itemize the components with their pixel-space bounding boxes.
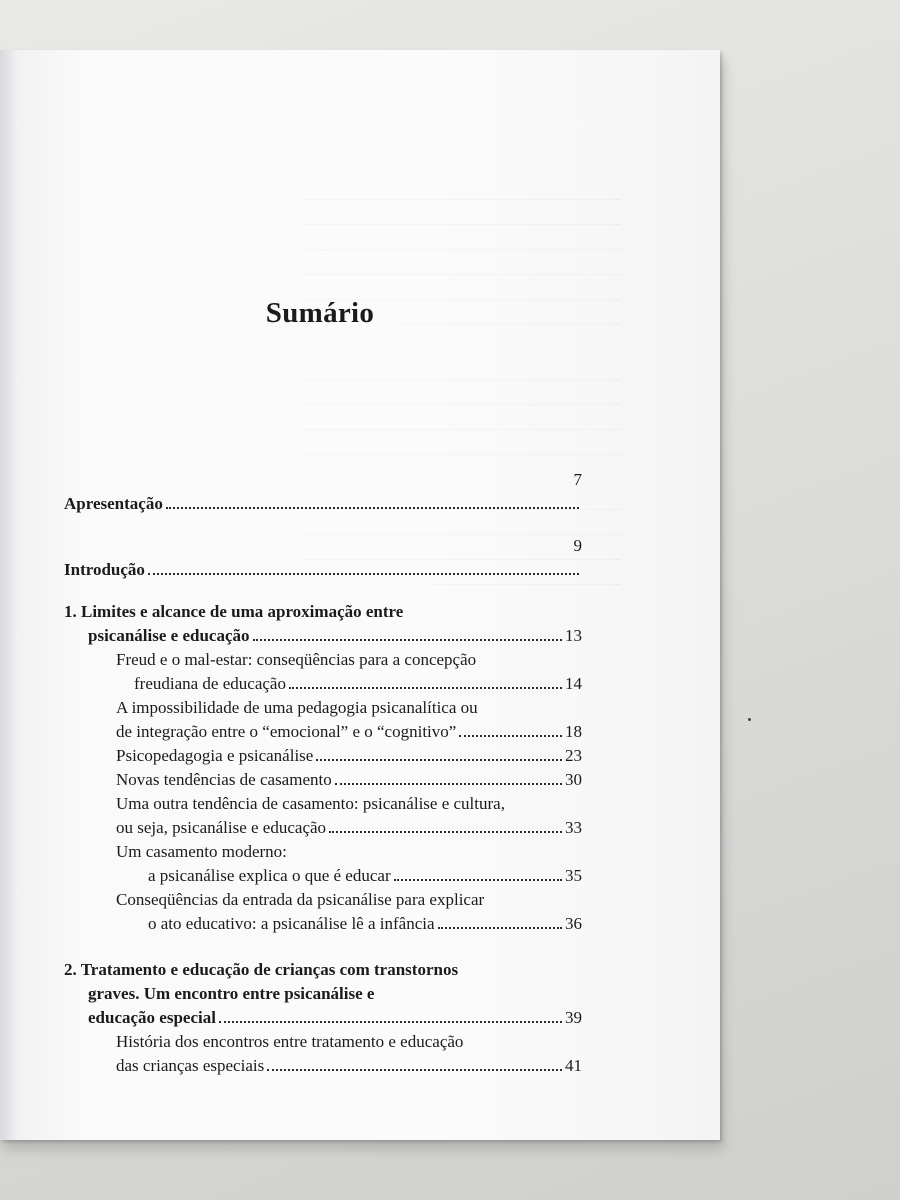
toc-page-number: 35 — [565, 866, 582, 885]
toc-entry-label: Introdução — [64, 560, 145, 579]
page-binding-edge — [0, 50, 18, 1140]
chapter-2-heading-line: 2. Tratamento e educação de crianças com transtornos — [64, 960, 459, 979]
toc-subentry — [64, 1054, 582, 1078]
toc-entry-label: a psicanálise explica o que é educar — [148, 866, 391, 885]
toc-subentry-line: Conseqüências da entrada da psicanálise para explicar — [116, 890, 485, 909]
toc-entry-introducao — [64, 558, 582, 582]
dot-leader — [438, 923, 562, 929]
chapter-2-heading — [64, 1006, 582, 1030]
dot-leader — [219, 1017, 562, 1023]
toc-page-number: 9 — [573, 536, 582, 555]
toc-entry-label: freudiana de educação — [134, 674, 286, 693]
toc-page-number: 7 — [573, 470, 582, 489]
table-of-contents — [64, 468, 582, 1078]
page-title: Sumário — [265, 297, 375, 330]
dot-leader — [316, 755, 562, 761]
dot-leader — [166, 503, 579, 509]
toc-entry-label: Apresentação — [64, 494, 163, 513]
toc-subentry-line: Uma outra tendência de casamento: psicanálise e cultura, — [116, 794, 505, 813]
table-speck — [748, 718, 751, 721]
toc-entry-label: das crianças especiais — [116, 1056, 265, 1075]
toc-subentry — [64, 744, 582, 768]
toc-subentry-line: Um casamento moderno: — [116, 842, 287, 861]
dot-leader — [148, 569, 579, 575]
toc-entry-label: de integração entre o “emocional” e o “cognitivo” — [116, 722, 457, 741]
toc-entry-label: o ato educativo: a psicanálise lê a infância — [148, 914, 435, 933]
toc-subentry-line: Freud e o mal-estar: conseqüências para a concepção — [116, 650, 477, 669]
dot-leader — [394, 875, 562, 881]
toc-page-number: 39 — [565, 1008, 582, 1027]
toc-page-number: 13 — [565, 626, 582, 645]
toc-subentry — [64, 720, 582, 744]
toc-subentry — [64, 912, 582, 936]
dot-leader — [335, 779, 562, 785]
chapter-1-heading-line: 1. Limites e alcance de uma aproximação entre — [64, 602, 404, 621]
dot-leader — [329, 827, 562, 833]
dot-leader — [253, 635, 563, 641]
toc-page-number: 41 — [565, 1056, 582, 1075]
toc-page-number: 36 — [565, 914, 582, 933]
toc-subentry — [64, 768, 582, 792]
toc-subentry — [64, 864, 582, 888]
toc-page-number: 33 — [565, 818, 582, 837]
toc-subentry-line: A impossibilidade de uma pedagogia psicanalítica ou — [116, 698, 478, 717]
toc-entry-page — [64, 534, 582, 558]
toc-entry-label: Novas tendências de casamento — [116, 770, 332, 789]
chapter-2-heading-line: graves. Um encontro entre psicanálise e — [88, 984, 375, 1003]
toc-entry-apresentacao — [64, 492, 582, 516]
toc-subentry-line: História dos encontros entre tratamento e educação — [116, 1032, 464, 1051]
toc-entry-page — [64, 468, 582, 492]
chapter-1-heading — [64, 624, 582, 648]
toc-page-number: 18 — [565, 722, 582, 741]
dot-leader — [267, 1065, 562, 1071]
toc-entry-label: educação especial — [88, 1008, 216, 1027]
toc-subentry — [64, 816, 582, 840]
toc-subentry — [64, 672, 582, 696]
toc-entry-label: psicanálise e educação — [88, 626, 250, 645]
toc-page-number: 14 — [565, 674, 582, 693]
toc-page-number: 23 — [565, 746, 582, 765]
toc-entry-label: Psicopedagogia e psicanálise — [116, 746, 314, 765]
toc-page-number: 30 — [565, 770, 582, 789]
toc-entry-label: ou seja, psicanálise e educação — [116, 818, 327, 837]
dot-leader — [459, 731, 562, 737]
dot-leader — [289, 683, 562, 689]
